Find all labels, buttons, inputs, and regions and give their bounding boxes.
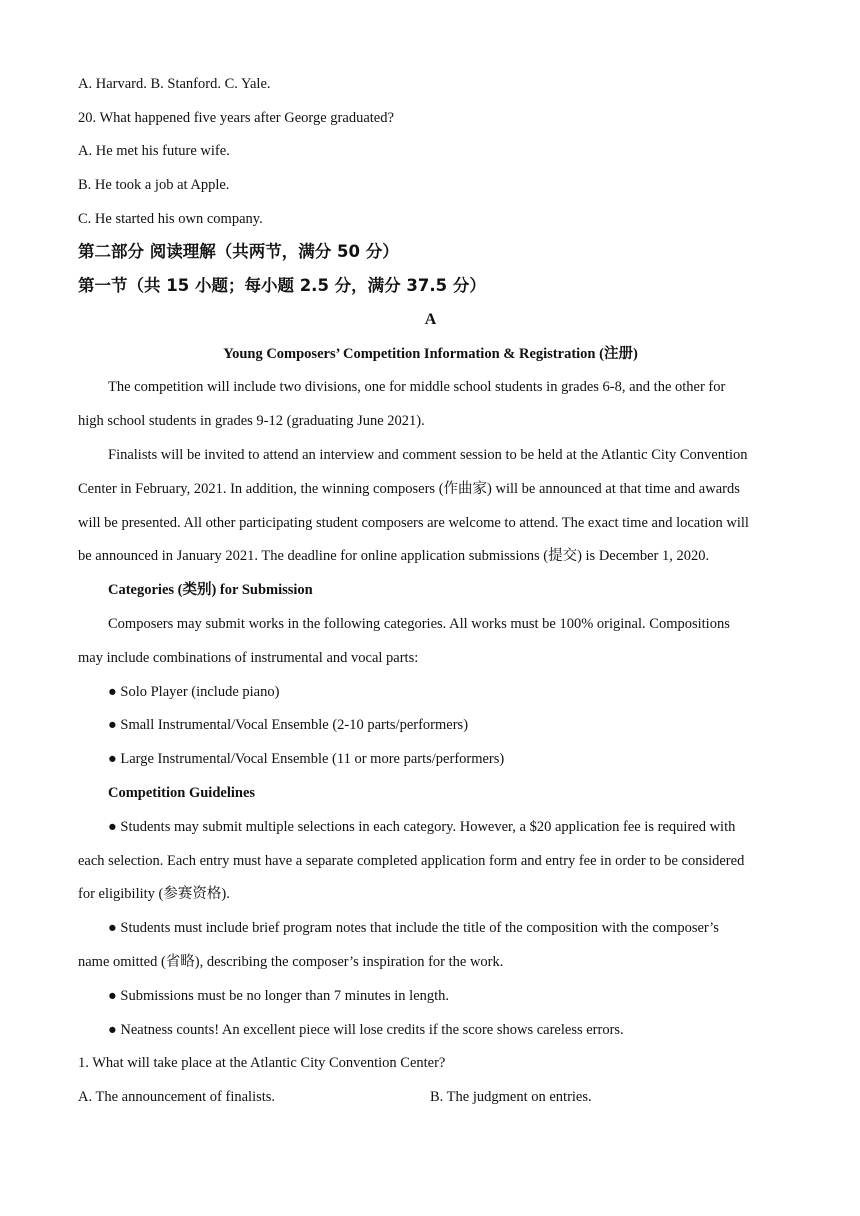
paragraph-3-line-1: Composers may submit works in the following categories. All works must be 100% original. Compositions <box>108 616 730 632</box>
q20-stem: 20. What happened five years after George graduated? <box>78 110 394 126</box>
guideline-1-line-1: ● Students may submit multiple selections in each category. However, a $20 application fee is required with <box>108 819 736 835</box>
guideline-1-line-2: each selection. Each entry must have a separate completed application form and entry fee in order to be considered <box>78 853 745 869</box>
guideline-2-line-2: name omitted (省略), describing the composer’s inspiration for the work. <box>78 954 504 970</box>
question-1-option-b: B. The judgment on entries. <box>430 1089 592 1105</box>
categories-heading: Categories (类别) for Submission <box>108 582 313 598</box>
category-bullet-3: ● Large Instrumental/Vocal Ensemble (11 or more parts/performers) <box>108 751 505 767</box>
passage-title: Young Composers’ Competition Information & Registration (注册) <box>223 346 638 362</box>
guideline-2-line-1: ● Students must include brief program notes that include the title of the composition with the composer’s <box>108 920 719 936</box>
guideline-1-line-3: for eligibility (参赛资格). <box>78 886 230 902</box>
question-1-option-a: A. The announcement of finalists. <box>78 1089 276 1105</box>
category-bullet-2: ● Small Instrumental/Vocal Ensemble (2-10 parts/performers) <box>108 717 469 733</box>
guidelines-heading: Competition Guidelines <box>108 785 256 801</box>
question-1-stem: 1. What will take place at the Atlantic City Convention Center? <box>78 1055 446 1071</box>
q20-option-b: B. He took a job at Apple. <box>78 177 230 193</box>
paragraph-2-line-1: Finalists will be invited to attend an interview and comment session to be held at the Atlantic City Convention <box>108 447 748 463</box>
question-1-options <box>78 1087 783 1107</box>
paragraph-2-line-3: will be presented. All other participating student composers are welcome to attend. The exact time and location will <box>78 515 749 531</box>
guideline-4: ● Neatness counts! An excellent piece will lose credits if the score shows careless errors. <box>108 1022 624 1038</box>
paragraph-2-line-2: Center in February, 2021. In addition, the winning composers (作曲家) will be announced at that time and awards <box>78 481 740 497</box>
subsection-title: 第一节（共 15 小题；每小题 2.5 分，满分 37.5 分） <box>78 276 486 295</box>
guideline-3: ● Submissions must be no longer than 7 minutes in length. <box>108 988 450 1004</box>
paragraph-1-line-2: high school students in grades 9-12 (graduating June 2021). <box>78 413 425 429</box>
paragraph-3-line-2: may include combinations of instrumental and vocal parts: <box>78 650 419 666</box>
category-bullet-1: ● Solo Player (include piano) <box>108 684 280 700</box>
passage-letter: A <box>424 311 437 328</box>
paragraph-1-line-1: The competition will include two divisions, one for middle school students in grades 6-8, and the other for <box>108 379 726 395</box>
q20-option-a: A. He met his future wife. <box>78 143 230 159</box>
q20-option-c: C. He started his own company. <box>78 211 263 227</box>
part-title: 第二部分 阅读理解（共两节，满分 50 分） <box>78 242 399 261</box>
paragraph-2-line-4: be announced in January 2021. The deadline for online application submissions (提交) is December 1, 2020. <box>78 548 710 564</box>
q19-options: A. Harvard. B. Stanford. C. Yale. <box>78 76 271 92</box>
